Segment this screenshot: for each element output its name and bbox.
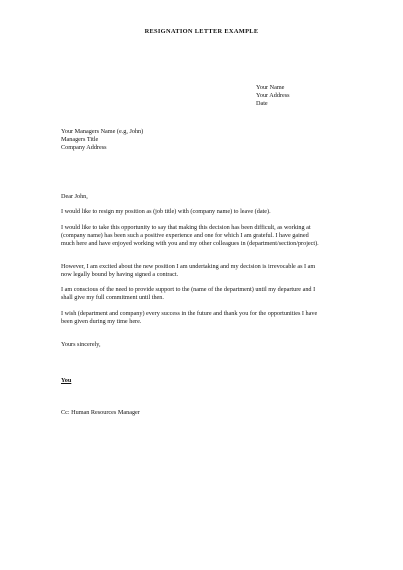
paragraph-2 <box>61 224 351 249</box>
cc-line: Cc: Human Resources Manager <box>61 409 140 416</box>
paragraph-line: shall give my full commitment until then. <box>61 294 164 302</box>
paragraph-5 <box>61 310 351 326</box>
recipient-name: Your Managers Name (e.g, John) <box>61 128 144 135</box>
sender-address: Your Address <box>256 92 290 100</box>
letter-date: Date <box>256 100 268 108</box>
signature: You <box>61 377 72 384</box>
paragraph-line: I am conscious of the need to provide support to the (name of the department) until my departure and I <box>61 286 316 293</box>
paragraph-line: I would like to take this opportunity to say that making this decision has been difficult, as working at <box>61 224 311 231</box>
paragraph-line: much here and have enjoyed working with you and my other colleagues in (department/section/project). <box>61 240 319 248</box>
paragraph-1 <box>61 208 351 216</box>
paragraph-line: now legally bound by having signed a contract. <box>61 271 179 279</box>
recipient-title: Managers Title <box>61 136 99 144</box>
closing: Yours sincerely, <box>61 341 101 348</box>
paragraph-4 <box>61 286 351 302</box>
document-title: RESIGNATION LETTER EXAMPLE <box>144 28 259 35</box>
sender-block <box>256 84 290 109</box>
sender-name: Your Name <box>256 84 285 91</box>
paragraph-line: been given during my time here. <box>61 318 142 326</box>
paragraph-line: (company name) has been such a positive experience and one for which I am grateful. I have gained <box>61 232 309 240</box>
paragraph-line: However, I am excited about the new position I am undertaking and my decision is irrevocable as I am <box>61 263 316 270</box>
paragraph-line: I wish (department and company) every success in the future and thank you for the opportunities I have <box>61 310 318 317</box>
recipient-address: Company Address <box>61 144 107 152</box>
paragraph-3 <box>61 263 351 279</box>
paragraph-line: I would like to resign my position as (job title) with (company name) to leave (date). <box>61 208 271 215</box>
salutation: Dear John, <box>61 193 88 200</box>
recipient-block <box>61 128 143 153</box>
